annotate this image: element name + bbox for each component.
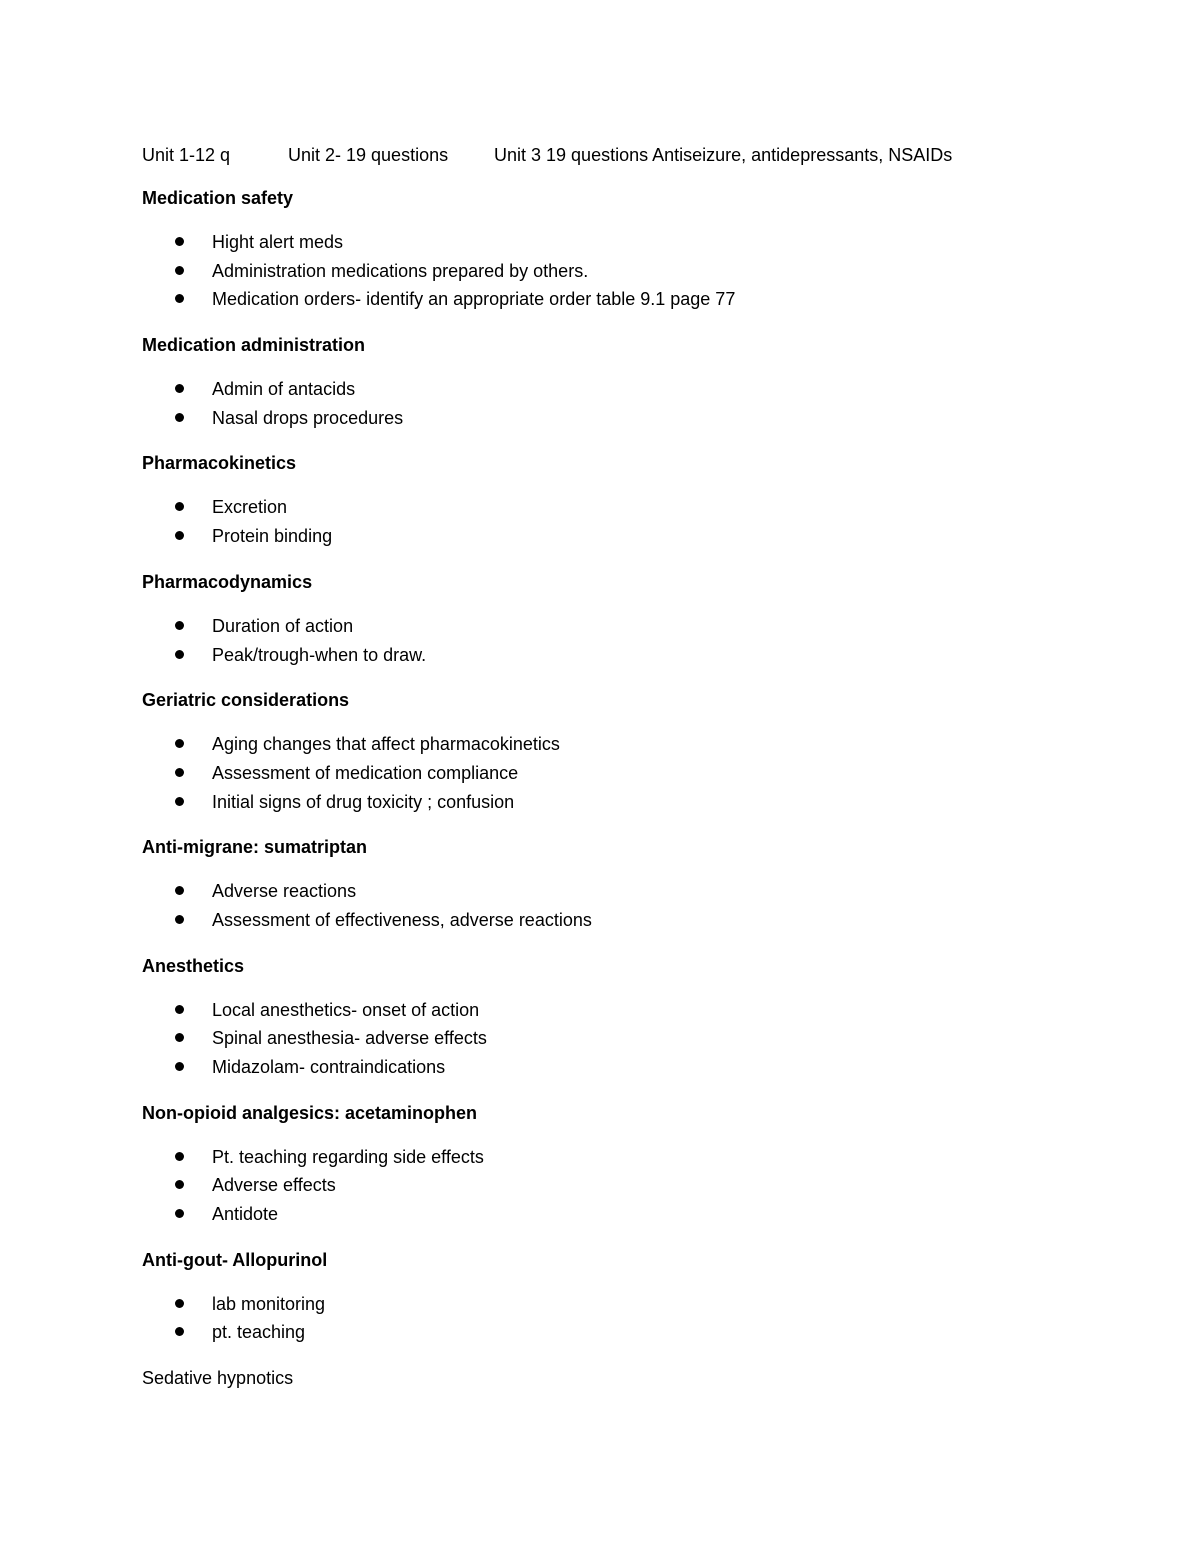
bullet-icon	[175, 266, 184, 275]
list-item-text: Medication orders- identify an appropriate order table 9.1 page 77	[212, 289, 736, 310]
list-item-text: lab monitoring	[212, 1293, 326, 1314]
list-item-text: Assessment of effectiveness, adverse reactions	[212, 909, 592, 930]
list-item	[142, 230, 1142, 259]
list-item	[142, 406, 1142, 435]
list-item	[142, 287, 1142, 316]
list-item-text: Antidote	[212, 1204, 279, 1225]
section	[142, 570, 1142, 671]
section	[142, 1248, 1142, 1349]
bullet-icon	[175, 797, 184, 806]
list-item-text: Admin of antacids	[212, 379, 356, 400]
list-item-text: Excretion	[212, 497, 288, 518]
bullet-list	[142, 732, 1142, 818]
list-item	[142, 908, 1142, 937]
list-item	[142, 643, 1142, 672]
bullet-icon	[175, 502, 184, 511]
bullet-icon	[175, 1005, 184, 1014]
bullet-icon	[175, 915, 184, 924]
section-heading: Pharmacodynamics	[142, 571, 313, 592]
list-item	[142, 1320, 1142, 1349]
list-item	[142, 1173, 1142, 1202]
list-item-text: Pt. teaching regarding side effects	[212, 1146, 484, 1167]
bullet-icon	[175, 1062, 184, 1071]
bullet-list	[142, 879, 1142, 936]
list-item-text: Spinal anesthesia- adverse effects	[212, 1028, 487, 1049]
list-item	[142, 524, 1142, 553]
bullet-icon	[175, 1327, 184, 1336]
list-item	[142, 998, 1142, 1027]
section	[142, 451, 1142, 552]
trailing-heading: Sedative hypnotics	[142, 1368, 294, 1389]
list-item-text: Midazolam- contraindications	[212, 1057, 446, 1077]
list-item-text: Local anesthetics- onset of action	[212, 999, 480, 1020]
section	[142, 333, 1142, 434]
section-heading: Anesthetics	[142, 955, 245, 976]
list-item	[142, 732, 1142, 761]
unit2-summary: Unit 2- 19 questions	[288, 145, 449, 165]
bullet-list	[142, 1292, 1142, 1349]
list-item	[142, 614, 1142, 643]
list-item	[142, 1292, 1142, 1321]
section-heading: Anti-gout- Allopurinol	[142, 1249, 328, 1270]
bullet-icon	[175, 650, 184, 659]
section-heading: Non-opioid analgesics: acetaminophen	[142, 1102, 478, 1123]
bullet-icon	[175, 886, 184, 895]
unit1-summary: Unit 1-12 q	[142, 145, 231, 165]
section-heading: Medication administration	[142, 335, 366, 356]
list-item-text: Hight alert meds	[212, 232, 344, 252]
list-item	[142, 377, 1142, 406]
list-item-text: Adverse effects	[212, 1175, 336, 1196]
bullet-icon	[175, 1299, 184, 1308]
section-heading: Geriatric considerations	[142, 690, 350, 711]
list-item	[142, 1055, 1142, 1084]
section	[142, 688, 1142, 818]
list-item-text: Nasal drops procedures	[212, 407, 404, 428]
bullet-list	[142, 377, 1142, 434]
section-heading: Pharmacokinetics	[142, 453, 297, 474]
bullet-icon	[175, 1152, 184, 1161]
bullet-list	[142, 495, 1142, 552]
section	[142, 835, 1142, 936]
list-item-text: Assessment of medication compliance	[212, 762, 519, 783]
bullet-icon	[175, 621, 184, 630]
section-heading: Medication safety	[142, 188, 294, 208]
list-item-text: Administration medications prepared by others.	[212, 260, 589, 281]
bullet-icon	[175, 237, 184, 246]
bullet-icon	[175, 739, 184, 748]
bullet-list	[142, 230, 1142, 316]
list-item-text: Protein binding	[212, 526, 333, 547]
list-item-text: Initial signs of drug toxicity ; confusion	[212, 791, 515, 812]
list-item	[142, 259, 1142, 288]
list-item-text: pt. teaching	[212, 1322, 306, 1343]
section	[142, 954, 1142, 1084]
section-heading: Anti-migrane: sumatriptan	[142, 837, 368, 858]
bullet-icon	[175, 768, 184, 777]
list-item	[142, 879, 1142, 908]
list-item-text: Adverse reactions	[212, 881, 357, 902]
bullet-icon	[175, 1209, 184, 1218]
bullet-list	[142, 1145, 1142, 1231]
list-item	[142, 495, 1142, 524]
section	[142, 1101, 1142, 1231]
list-item	[142, 1026, 1142, 1055]
bullet-icon	[175, 413, 184, 422]
bullet-list	[142, 614, 1142, 671]
bullet-icon	[175, 531, 184, 540]
list-item	[142, 790, 1142, 819]
bullet-icon	[175, 384, 184, 393]
bullet-icon	[175, 1033, 184, 1042]
outline-content	[142, 186, 1142, 1390]
list-item	[142, 761, 1142, 790]
unit3-summary: Unit 3 19 questions Antiseizure, antidepressants, NSAIDs	[494, 145, 953, 165]
bullet-list	[142, 998, 1142, 1084]
list-item-text: Duration of action	[212, 615, 354, 636]
bullet-icon	[175, 294, 184, 303]
section	[142, 186, 1142, 316]
list-item	[142, 1202, 1142, 1231]
list-item-text: Peak/trough-when to draw.	[212, 644, 427, 665]
list-item	[142, 1145, 1142, 1174]
bullet-icon	[175, 1180, 184, 1189]
list-item-text: Aging changes that affect pharmacokinetics	[212, 734, 560, 755]
